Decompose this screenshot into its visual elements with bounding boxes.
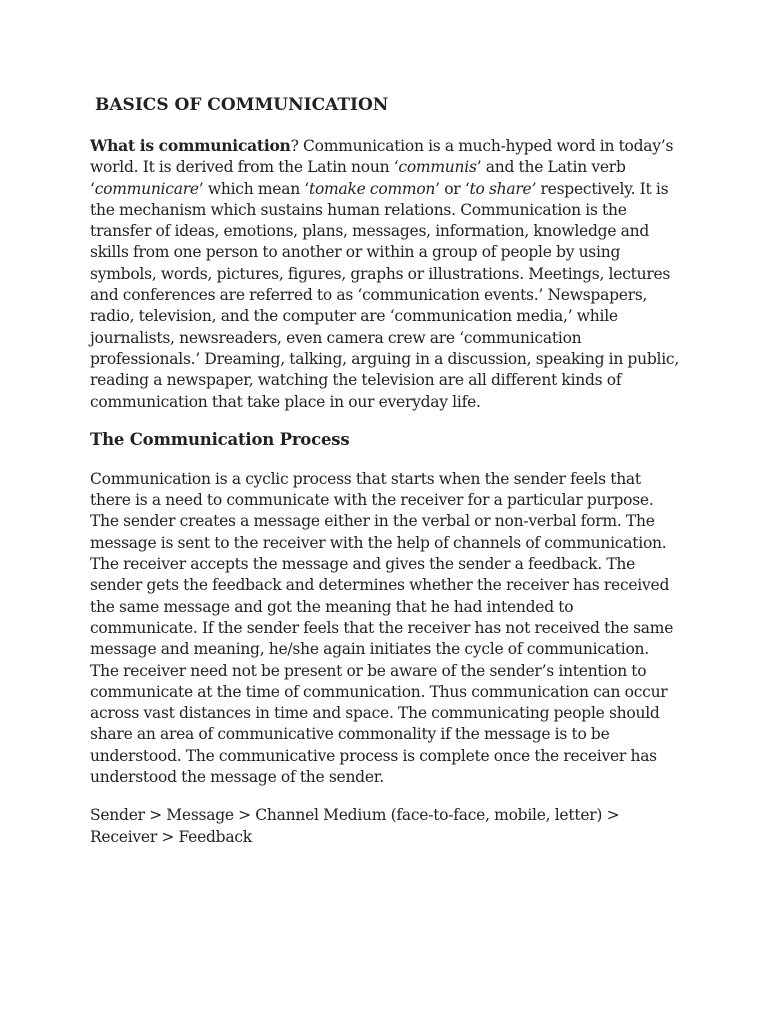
document-page	[90, 93, 682, 848]
intro-paragraph	[90, 135, 682, 413]
process-heading: The Communication Process	[90, 429, 350, 449]
intro-italic-to-share: to share’	[469, 179, 537, 198]
intro-text-2: ’ and the Latin verb ‘	[90, 158, 626, 198]
intro-lead-bold: What is communication	[90, 136, 291, 155]
intro-text-4: ’ or ‘	[435, 179, 470, 198]
intro-italic-tomake-common: tomake common	[308, 179, 436, 198]
intro-italic-communis: communis	[398, 158, 477, 177]
intro-italic-communicare: communicare	[94, 179, 199, 198]
process-paragraph: Communication is a cyclic process that starts when the sender feels that there is a need to communicate with the receiver for a particular purpose. The sender creates a message either in the verbal or non-verbal form. The message is sent to the receiver with the help of channels of communication. The receiver accepts the message and gives the sender a feedback. The sender gets the feedback and determines whether the receiver has received the same message and got the meaning that he had intended to communicate. If the sender feels that the receiver has not received the same message and meaning, he/she again initiates the cycle of communication. The receiver need not be present or be aware of the sender’s intention to communicate at the time of communication. Thus communication can occur across vast distances in time and space. The communicating people should share an area of communicative commonality if the message is to be understood. The communicative process is complete once the receiver has understood the message of the sender.	[90, 469, 674, 787]
document-title: BASICS OF COMMUNICATION	[95, 95, 389, 115]
intro-text-5: respectively. It is the mechanism which sustains human relations. Communication is the transfer of ideas, emotions, plans, messages, information, knowledge and skills from one person to another or within a group of people by using symbols, words, pictures, figures, graphs or illustrations. Meetings, lectures and conferences are referred to as ‘communication events.’ Newspapers, radio, television, and the computer are ‘communication media,’ while journalists, newsreaders, even camera crew are ‘communication professionals.’ Dreaming, talking, arguing in a discussion, speaking in public, reading a newspaper, watching the television are all different kinds of communication that take place in our everyday life.	[90, 179, 680, 411]
flow-line: Sender > Message > Channel Medium (face-to-face, mobile, letter) > Receiver > Feedback	[90, 806, 620, 846]
intro-text-1: ? Communication is a much-hyped word in today’s world. It is derived from the Latin noun ‘	[90, 137, 674, 177]
intro-text-3: ’ which mean ‘	[198, 179, 309, 198]
paragraph-gap	[90, 788, 682, 805]
